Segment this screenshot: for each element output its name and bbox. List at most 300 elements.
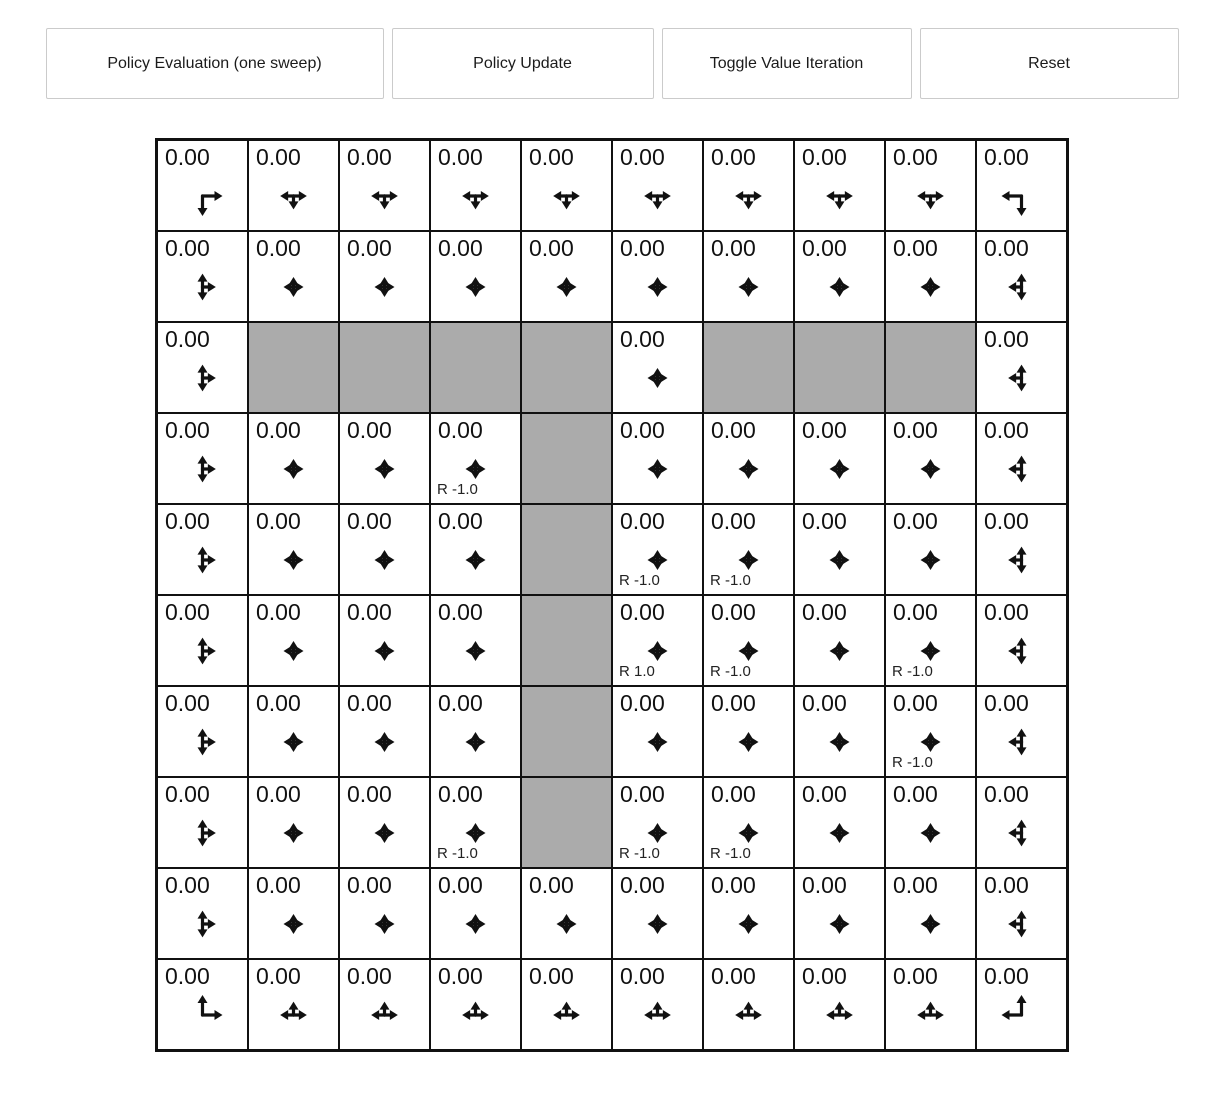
grid-cell[interactable] (612, 959, 703, 1050)
grid-cell[interactable] (794, 140, 885, 231)
grid-cell[interactable] (430, 140, 521, 231)
grid-cell[interactable] (157, 413, 248, 504)
cell-value: 0.00 (893, 417, 938, 443)
arrow-right-icon (203, 646, 216, 656)
grid-cell[interactable] (885, 777, 976, 868)
arrow-left-icon (371, 1010, 384, 1020)
arrow-up-icon (198, 995, 208, 1015)
cell-value: 0.00 (620, 872, 665, 898)
grid-cell[interactable] (157, 777, 248, 868)
cell-value: 0.00 (984, 963, 1029, 989)
grid-cell[interactable] (521, 140, 612, 231)
arrow-down-icon (198, 560, 208, 573)
policy-arrows-icon (158, 687, 247, 776)
arrow-down-icon (198, 469, 208, 482)
arrow-down-icon (198, 287, 208, 300)
arrow-right-icon (385, 191, 398, 201)
arrow-left-icon (1008, 555, 1021, 565)
policy-arrows-icon (613, 414, 702, 503)
arrow-left-icon (1008, 646, 1021, 656)
policy-arrows-icon (522, 960, 611, 1049)
cell-value: 0.00 (893, 508, 938, 534)
grid-cell[interactable] (339, 413, 430, 504)
cell-value: 0.00 (347, 417, 392, 443)
cell-value: 0.00 (802, 781, 847, 807)
grid-cell[interactable] (703, 595, 794, 686)
cell-value: 0.00 (984, 872, 1029, 898)
policy-update-button[interactable]: Policy Update (392, 28, 654, 99)
arrow-down-icon (198, 378, 208, 391)
arrow-right-icon (385, 1010, 398, 1020)
policy-arrows-icon (431, 232, 520, 321)
policy-arrows-icon (886, 778, 975, 867)
grid-cell[interactable] (976, 686, 1067, 777)
policy-arrows-icon (340, 596, 429, 685)
arrow-up-icon (198, 820, 208, 833)
grid-cell[interactable] (885, 231, 976, 322)
grid-cell[interactable] (703, 959, 794, 1050)
arrow-right-icon (203, 1010, 223, 1020)
arrow-down-icon (198, 196, 208, 216)
cell-value: 0.00 (802, 144, 847, 170)
cell-value: 0.00 (620, 508, 665, 534)
cell-value: 0.00 (256, 872, 301, 898)
grid-cell[interactable] (430, 777, 521, 868)
grid-cell[interactable] (157, 231, 248, 322)
policy-arrows-icon (249, 869, 338, 958)
cell-value: 0.00 (256, 599, 301, 625)
policy-arrows-icon (249, 414, 338, 503)
grid-cell[interactable] (248, 140, 339, 231)
wall-cell[interactable] (248, 322, 339, 413)
grid-cell[interactable] (703, 686, 794, 777)
arrow-down-icon (1017, 469, 1027, 482)
grid-cell[interactable] (612, 140, 703, 231)
cell-value: 0.00 (165, 599, 210, 625)
grid-cell[interactable] (794, 231, 885, 322)
cell-value: 0.00 (893, 235, 938, 261)
grid-cell[interactable] (157, 140, 248, 231)
arrow-left-icon (735, 191, 748, 201)
cell-value: 0.00 (893, 144, 938, 170)
policy-arrows-icon (340, 778, 429, 867)
arrow-right-icon (931, 1010, 944, 1020)
cell-value: 0.00 (620, 235, 665, 261)
grid-cell[interactable] (157, 322, 248, 413)
grid-cell[interactable] (703, 231, 794, 322)
cell-value: 0.00 (802, 963, 847, 989)
policy-arrows-icon (249, 141, 338, 230)
policy-arrows-icon (249, 960, 338, 1049)
policy-arrows-icon (704, 232, 793, 321)
arrow-up-icon (198, 638, 208, 651)
wall-cell[interactable] (703, 322, 794, 413)
wall-cell[interactable] (521, 686, 612, 777)
grid-cell[interactable] (521, 231, 612, 322)
wall-cell[interactable] (521, 322, 612, 413)
policy-arrows-icon (522, 232, 611, 321)
cell-value: 0.00 (620, 599, 665, 625)
policy-arrows-icon (795, 960, 884, 1049)
policy-arrows-icon (886, 141, 975, 230)
cell-value: 0.00 (711, 508, 756, 534)
policy-arrows-icon (795, 414, 884, 503)
arrow-down-icon (289, 196, 299, 209)
arrow-left-icon (1002, 191, 1022, 201)
cell-reward-label: R -1.0 (437, 481, 478, 498)
cell-value: 0.00 (256, 508, 301, 534)
wall-cell[interactable] (521, 413, 612, 504)
grid-cell[interactable] (248, 413, 339, 504)
arrow-up-icon (471, 1002, 481, 1015)
grid-cell[interactable] (339, 595, 430, 686)
grid-cell[interactable] (248, 504, 339, 595)
cell-value: 0.00 (802, 599, 847, 625)
toolbar (0, 28, 1224, 99)
cell-value: 0.00 (438, 872, 483, 898)
policy-arrows-icon (158, 323, 247, 412)
policy-arrows-icon (522, 141, 611, 230)
cell-value: 0.00 (620, 781, 665, 807)
grid-cell[interactable] (703, 504, 794, 595)
cell-value: 0.00 (165, 144, 210, 170)
policy-arrows-icon (977, 778, 1066, 867)
grid-cell[interactable] (157, 504, 248, 595)
policy-arrows-icon (613, 687, 702, 776)
policy-arrows-icon (704, 687, 793, 776)
cell-value: 0.00 (711, 963, 756, 989)
cell-value: 0.00 (620, 690, 665, 716)
arrow-up-icon (1017, 729, 1027, 742)
cell-value: 0.00 (256, 235, 301, 261)
policy-arrows-icon (340, 141, 429, 230)
policy-arrows-icon (977, 687, 1066, 776)
grid-cell[interactable] (976, 868, 1067, 959)
cell-value: 0.00 (893, 872, 938, 898)
grid-cell[interactable] (885, 595, 976, 686)
cell-value: 0.00 (165, 508, 210, 534)
arrow-left-icon (462, 191, 475, 201)
policy-arrows-icon (249, 778, 338, 867)
cell-value: 0.00 (802, 508, 847, 534)
grid-cell[interactable] (248, 686, 339, 777)
policy-arrows-icon (795, 869, 884, 958)
arrow-right-icon (203, 828, 216, 838)
grid-cell[interactable] (248, 231, 339, 322)
cell-value: 0.00 (802, 690, 847, 716)
policy-arrows-icon (249, 505, 338, 594)
grid-cell[interactable] (157, 686, 248, 777)
grid-cell[interactable] (430, 868, 521, 959)
cell-value: 0.00 (438, 508, 483, 534)
policy-arrows-icon (158, 960, 247, 1049)
arrow-up-icon (1017, 911, 1027, 924)
cell-value: 0.00 (529, 235, 574, 261)
grid-cell[interactable] (794, 959, 885, 1050)
cell-value: 0.00 (711, 872, 756, 898)
policy-arrows-icon (158, 505, 247, 594)
arrow-up-icon (926, 1002, 936, 1015)
arrow-up-icon (1017, 274, 1027, 287)
arrow-left-icon (644, 1010, 657, 1020)
grid-cell[interactable] (976, 413, 1067, 504)
arrow-left-icon (462, 1010, 475, 1020)
grid-cell[interactable] (794, 686, 885, 777)
grid-cell[interactable] (885, 959, 976, 1050)
cell-value: 0.00 (802, 872, 847, 898)
arrow-right-icon (840, 191, 853, 201)
grid-cell[interactable] (612, 504, 703, 595)
arrow-right-icon (203, 555, 216, 565)
policy-arrows-icon (704, 960, 793, 1049)
grid-cell[interactable] (430, 686, 521, 777)
policy-arrows-icon (158, 414, 247, 503)
grid-cell[interactable] (248, 777, 339, 868)
policy-arrows-icon (249, 596, 338, 685)
arrow-left-icon (826, 1010, 839, 1020)
grid-cell[interactable] (248, 959, 339, 1050)
grid-cell[interactable] (157, 959, 248, 1050)
cell-value: 0.00 (620, 963, 665, 989)
arrow-down-icon (198, 924, 208, 937)
grid-cell[interactable] (612, 686, 703, 777)
grid-cell[interactable] (339, 959, 430, 1050)
wall-cell[interactable] (521, 595, 612, 686)
grid-cell[interactable] (703, 777, 794, 868)
cell-value: 0.00 (438, 417, 483, 443)
grid-cell[interactable] (430, 504, 521, 595)
wall-cell[interactable] (339, 322, 430, 413)
arrow-down-icon (198, 833, 208, 846)
grid-cell[interactable] (976, 595, 1067, 686)
cell-value: 0.00 (438, 144, 483, 170)
arrow-up-icon (198, 547, 208, 560)
arrow-down-icon (1017, 287, 1027, 300)
policy-arrows-icon (977, 869, 1066, 958)
arrow-down-icon (835, 196, 845, 209)
grid-cell[interactable] (885, 413, 976, 504)
cell-reward-label: R -1.0 (619, 572, 660, 589)
grid-cell[interactable] (885, 140, 976, 231)
policy-arrows-icon (886, 505, 975, 594)
grid-cell[interactable] (612, 595, 703, 686)
grid-cell[interactable] (157, 595, 248, 686)
arrow-left-icon (826, 191, 839, 201)
arrow-down-icon (380, 196, 390, 209)
grid-cell[interactable] (703, 868, 794, 959)
grid-cell[interactable] (339, 231, 430, 322)
policy-arrows-icon (795, 505, 884, 594)
grid-cell[interactable] (430, 595, 521, 686)
arrow-right-icon (749, 1010, 762, 1020)
cell-value: 0.00 (620, 417, 665, 443)
arrow-down-icon (1017, 196, 1027, 216)
grid-cell[interactable] (885, 868, 976, 959)
cell-value: 0.00 (347, 690, 392, 716)
cell-value: 0.00 (620, 326, 665, 352)
arrow-left-icon (917, 1010, 930, 1020)
grid-cell[interactable] (703, 413, 794, 504)
policy-arrows-icon (704, 414, 793, 503)
policy-arrows-icon (613, 869, 702, 958)
wall-cell[interactable] (885, 322, 976, 413)
cell-value: 0.00 (893, 963, 938, 989)
reset-button[interactable]: Reset (920, 28, 1179, 99)
cell-value: 0.00 (347, 781, 392, 807)
arrow-down-icon (1017, 924, 1027, 937)
cell-reward-label: R -1.0 (437, 845, 478, 862)
cell-value: 0.00 (347, 872, 392, 898)
grid-cell[interactable] (976, 777, 1067, 868)
arrow-right-icon (476, 1010, 489, 1020)
arrow-down-icon (198, 742, 208, 755)
arrow-down-icon (653, 196, 663, 209)
arrow-right-icon (476, 191, 489, 201)
policy-arrows-icon (340, 414, 429, 503)
arrow-right-icon (658, 191, 671, 201)
grid-cell[interactable] (794, 868, 885, 959)
toggle-value-iteration-button[interactable]: Toggle Value Iteration (662, 28, 912, 99)
grid-cell[interactable] (430, 231, 521, 322)
grid-cell[interactable] (339, 777, 430, 868)
cell-value: 0.00 (165, 963, 210, 989)
cell-value: 0.00 (165, 326, 210, 352)
cell-value: 0.00 (984, 235, 1029, 261)
wall-cell[interactable] (521, 504, 612, 595)
grid-cell[interactable] (612, 231, 703, 322)
policy-arrows-icon (431, 687, 520, 776)
arrow-up-icon (1017, 995, 1027, 1015)
cell-reward-label: R -1.0 (710, 663, 751, 680)
grid-cell[interactable] (794, 595, 885, 686)
arrow-left-icon (1008, 828, 1021, 838)
grid-cell[interactable] (703, 140, 794, 231)
cell-value: 0.00 (347, 144, 392, 170)
policy-arrows-icon (522, 869, 611, 958)
arrow-left-icon (1008, 737, 1021, 747)
policy-arrows-icon (795, 687, 884, 776)
grid-cell[interactable] (612, 413, 703, 504)
cell-value: 0.00 (165, 690, 210, 716)
grid-cell[interactable] (521, 959, 612, 1050)
arrow-up-icon (1017, 638, 1027, 651)
grid-cell[interactable] (339, 868, 430, 959)
grid-cell[interactable] (612, 322, 703, 413)
policy-arrows-icon (886, 960, 975, 1049)
grid-cell[interactable] (612, 777, 703, 868)
grid-cell[interactable] (976, 959, 1067, 1050)
policy-arrows-icon (977, 323, 1066, 412)
cell-value: 0.00 (256, 144, 301, 170)
arrow-left-icon (371, 191, 384, 201)
cell-reward-label: R -1.0 (619, 845, 660, 862)
grid-cell[interactable] (521, 868, 612, 959)
cell-value: 0.00 (529, 144, 574, 170)
grid-cell[interactable] (248, 868, 339, 959)
cell-value: 0.00 (165, 417, 210, 443)
grid-cell[interactable] (430, 959, 521, 1050)
arrow-left-icon (1008, 282, 1021, 292)
policy-arrows-icon (613, 323, 702, 412)
arrow-down-icon (1017, 651, 1027, 664)
arrow-down-icon (1017, 833, 1027, 846)
policy-arrows-icon (886, 232, 975, 321)
grid-cell[interactable] (976, 322, 1067, 413)
cell-value: 0.00 (256, 417, 301, 443)
policy-arrows-icon (158, 778, 247, 867)
policy-arrows-icon (977, 141, 1066, 230)
grid-cell[interactable] (612, 868, 703, 959)
arrow-up-icon (198, 456, 208, 469)
arrow-left-icon (1008, 464, 1021, 474)
arrow-up-icon (1017, 820, 1027, 833)
cell-value: 0.00 (984, 326, 1029, 352)
cell-value: 0.00 (984, 508, 1029, 534)
grid-cell[interactable] (339, 686, 430, 777)
arrow-up-icon (835, 1002, 845, 1015)
cell-value: 0.00 (256, 690, 301, 716)
arrow-right-icon (203, 737, 216, 747)
arrow-right-icon (294, 1010, 307, 1020)
policy-arrows-icon (340, 687, 429, 776)
gridworld-grid (155, 138, 1069, 1052)
grid-cell[interactable] (885, 686, 976, 777)
policy-arrows-icon (431, 141, 520, 230)
arrow-down-icon (744, 196, 754, 209)
grid-cell[interactable] (157, 868, 248, 959)
policy-arrows-icon (795, 596, 884, 685)
cell-value: 0.00 (256, 781, 301, 807)
cell-value: 0.00 (984, 690, 1029, 716)
policy-arrows-icon (249, 232, 338, 321)
cell-reward-label: R -1.0 (710, 845, 751, 862)
arrow-up-icon (1017, 365, 1027, 378)
grid-cell[interactable] (794, 413, 885, 504)
wall-cell[interactable] (430, 322, 521, 413)
arrow-left-icon (644, 191, 657, 201)
grid-cell[interactable] (339, 504, 430, 595)
policy-arrows-icon (340, 960, 429, 1049)
arrow-left-icon (280, 1010, 293, 1020)
arrow-up-icon (198, 365, 208, 378)
policy-evaluation-button[interactable]: Policy Evaluation (one sweep) (46, 28, 384, 99)
grid-cell[interactable] (248, 595, 339, 686)
arrow-left-icon (1002, 1010, 1022, 1020)
grid-cell[interactable] (794, 504, 885, 595)
cell-value: 0.00 (984, 781, 1029, 807)
arrow-left-icon (917, 191, 930, 201)
wall-cell[interactable] (794, 322, 885, 413)
grid-cell[interactable] (339, 140, 430, 231)
grid-cell[interactable] (976, 504, 1067, 595)
policy-arrows-icon (613, 232, 702, 321)
arrow-down-icon (1017, 378, 1027, 391)
cell-value: 0.00 (529, 963, 574, 989)
arrow-right-icon (749, 191, 762, 201)
grid-cell[interactable] (885, 504, 976, 595)
arrow-down-icon (198, 651, 208, 664)
cell-value: 0.00 (438, 235, 483, 261)
policy-arrows-icon (431, 505, 520, 594)
grid-cell[interactable] (794, 777, 885, 868)
wall-cell[interactable] (521, 777, 612, 868)
cell-value: 0.00 (984, 144, 1029, 170)
cell-value: 0.00 (256, 963, 301, 989)
arrow-down-icon (562, 196, 572, 209)
grid-cell[interactable] (976, 231, 1067, 322)
grid-cell[interactable] (430, 413, 521, 504)
grid-cell[interactable] (976, 140, 1067, 231)
